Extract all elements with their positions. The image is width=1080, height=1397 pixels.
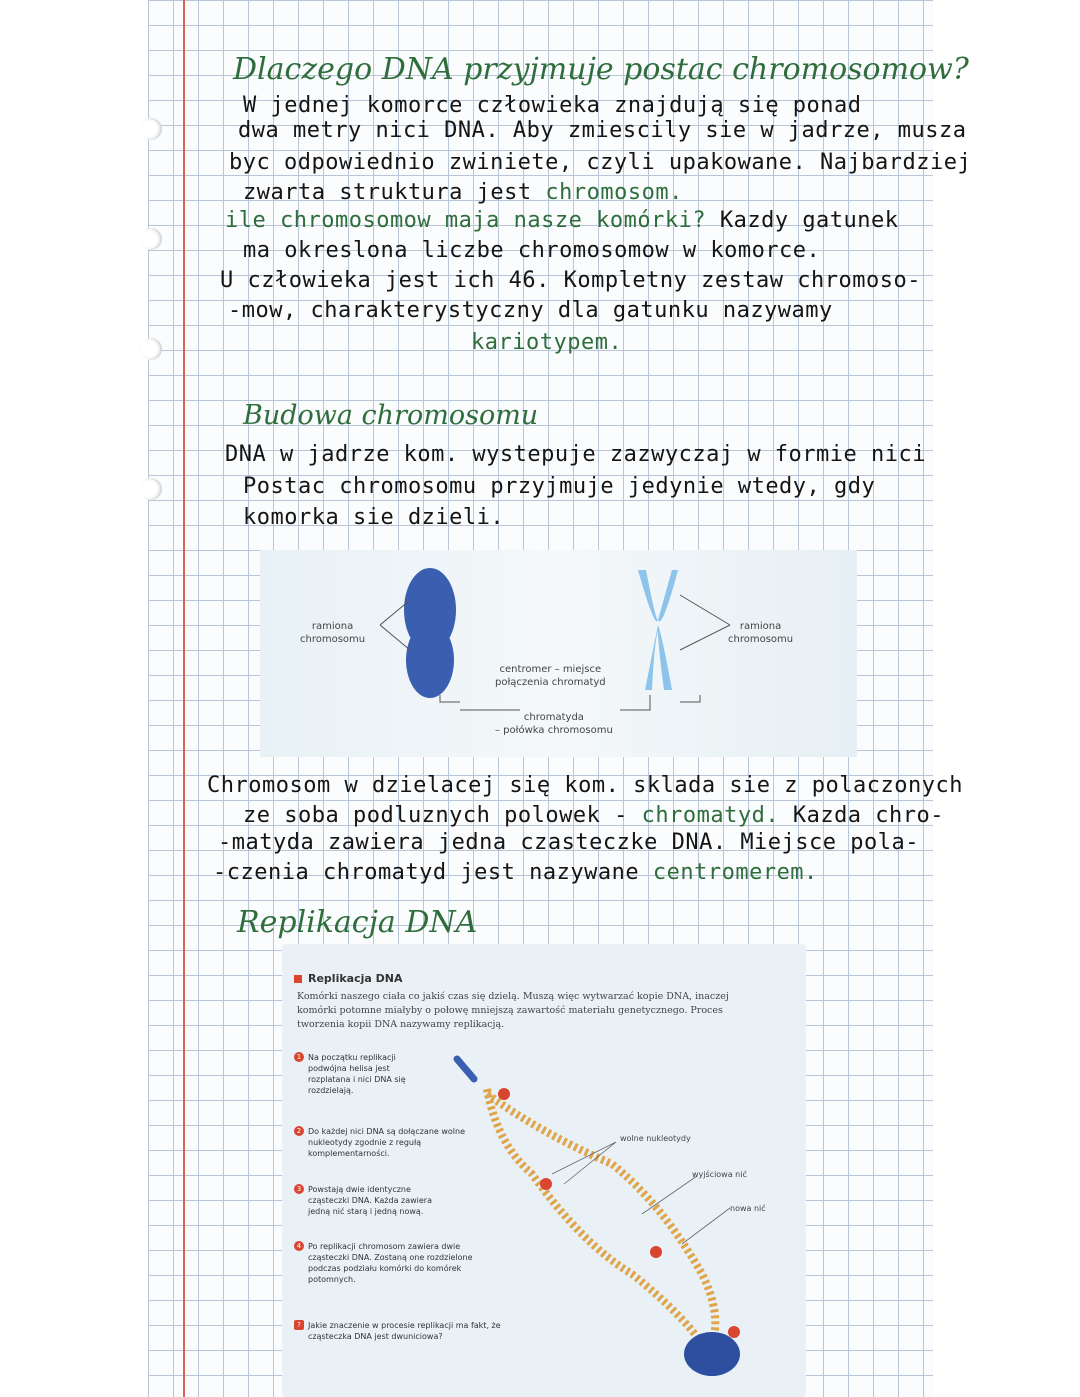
text-line: U człowieka jest ich 46. Kompletny zestaw chromoso- — [220, 268, 922, 293]
step-text: Do każdej nici DNA są dołączane wolne nukleotydy zgodnie z regułą komplementarności. — [308, 1127, 466, 1158]
step-text: Jakie znaczenie w procesie replikacji ma fakt, że cząsteczka DNA jest dwuniciowa? — [308, 1321, 501, 1341]
section-title: Budowa chromosomu — [243, 400, 539, 431]
term: chromosom. — [545, 180, 683, 205]
text-line: ma okreslona liczbe chromosomow w komorce. — [243, 238, 821, 263]
text-line: Chromosom w dzielacej się kom. sklada sie z polaczonych — [207, 773, 963, 798]
label-arms-left: ramiona chromosomu — [300, 621, 366, 645]
text: -czenia chromatyd jest nazywane — [213, 860, 640, 885]
text: zwarta struktura jest — [243, 180, 532, 205]
step-text: Powstają dwie identyczne cząsteczki DNA. Każda zawiera jedną nić starą i jedną nową. — [308, 1185, 432, 1216]
binder-hole — [140, 338, 162, 360]
step-number: ? — [294, 1320, 304, 1330]
question: ile chromosomow maja nasze komórki? — [225, 208, 707, 233]
text-line: Postac chromosomu przyjmuje jedynie wtedy, gdy — [243, 474, 876, 499]
term: chromatyd. — [641, 803, 780, 828]
margin-line — [183, 0, 185, 1397]
step-text: Na początku replikacji podwójna helisa jest rozplatana i nici DNA się rozdzielają. — [308, 1053, 406, 1095]
section-title: Replikacja DNA — [237, 905, 478, 940]
text-line: byc odpowiednio zwiniete, czyli upakowane. Najbardziej — [229, 150, 972, 175]
step-number: 2 — [294, 1126, 304, 1136]
text-line: dwa metry nici DNA. Aby zmiescily sie w jadrze, musza — [238, 118, 967, 143]
replication-figure — [282, 944, 806, 1397]
step-number: 3 — [294, 1184, 304, 1194]
label-new-strand: nowa nić — [730, 1204, 766, 1213]
text-line — [243, 803, 944, 828]
term: centromerem. — [652, 860, 818, 885]
section-title: Dlaczego DNA przyjmuje postac chromosomow? — [233, 52, 969, 87]
text: Kazdy gatunek — [719, 208, 899, 233]
text-line: DNA w jadrze kom. wystepuje zazwyczaj w formie nici — [225, 442, 927, 467]
label-centromer: centromer – miejsce połączenia chromatyd — [495, 664, 606, 688]
text-line: -matyda zawiera jedna czasteczke DNA. Miejsce pola- — [218, 830, 920, 855]
term: kariotypem. — [471, 330, 623, 355]
label-original-strand: wyjściowa nić — [692, 1170, 747, 1179]
step-number: 1 — [294, 1052, 304, 1062]
text-line — [243, 180, 683, 205]
binder-hole — [140, 478, 162, 500]
step-number: 4 — [294, 1241, 304, 1251]
label-arms-right: ramiona chromosomu — [728, 621, 794, 645]
text-line: komorka sie dzieli. — [243, 505, 505, 530]
text-line: W jednej komorce człowieka znajdują się ponad — [243, 93, 862, 118]
figure-intro: Komórki naszego ciała co jakiś czas się dzielą. Muszą więc wytwarzać kopie DNA, inaczej komórki potomne miałyby o połowę mniejszą zawartość materiału genetycznego. Proces tworzenia kopii DNA nazywamy replikacją. — [297, 991, 729, 1030]
label-free-nucleotides: wolne nukleotydy — [620, 1134, 691, 1143]
binder-hole — [140, 118, 162, 140]
text-line: -mow, charakterystyczny dla gatunku nazywamy — [228, 298, 833, 323]
step-text: Po replikacji chromosom zawiera dwie cząsteczki DNA. Zostaną one rozdzielone podczas podziału komórki do komórek potomnych. — [308, 1242, 473, 1284]
binder-hole — [140, 228, 162, 250]
text: Kazda chro- — [792, 803, 945, 828]
label-chromatyda: chromatyda – połówka chromosomu — [495, 712, 613, 736]
chromosome-figure — [260, 550, 857, 757]
text-line — [225, 208, 899, 233]
text-line — [213, 860, 818, 885]
text: ze soba podluznych polowek - — [243, 803, 628, 828]
heading-text: Replikacja DNA — [308, 972, 403, 985]
